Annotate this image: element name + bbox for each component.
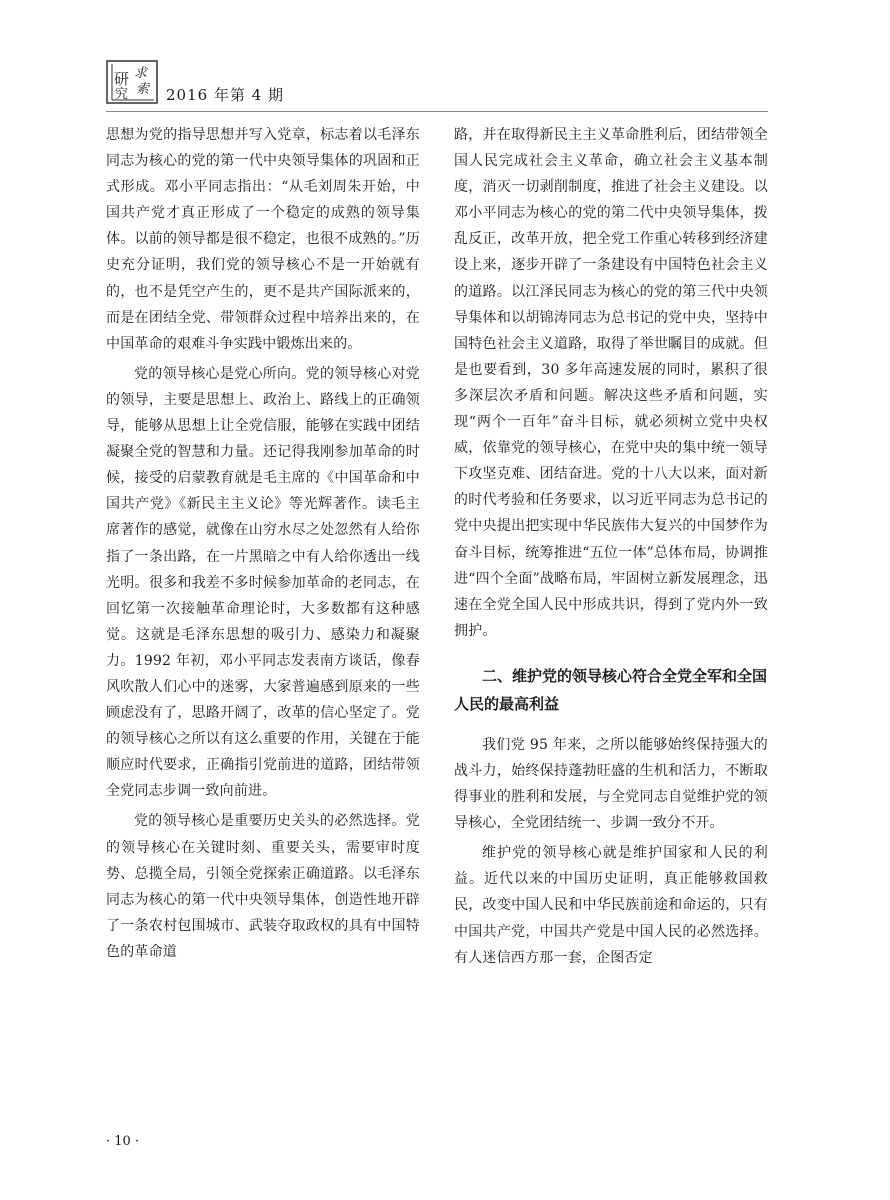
left-column [106,122,420,965]
logo-char-4: 索 [136,82,150,97]
issue-label: 2016 年第 4 期 [166,86,285,104]
paragraph: 我们党 95 年来，之所以能够始终保持强大的战斗力，始终保持蓬勃旺盛的生机和活力，不断取得事业的胜利和发展，与全党同志自觉维护党的领导核心，全党团结统一、步调一致分不开。 [454,736,768,832]
paragraph: 维护党的领导核心就是维护国家和人民的利益。近代以来的中国历史证明，真正能够救国救民，改变中国人民和中华民族前途和命运的，只有中国共产党，中国共产党是中国人民的必然选择。有人迷信西方那一套，企图否定 [454,845,768,966]
logo-char-1: 研 [114,70,130,88]
logo-char-3: 求 [134,66,148,81]
header-rule [106,111,768,112]
paragraph: 思想为党的指导思想并写入党章，标志着以毛泽东同志为核心的党的第一代中央领导集体的巩固和正式形成。邓小平同志指出：“从毛刘周朱开始，中国共产党才真正形成了一个稳定的成熟的领导集体。以前的领导都是很不稳定，也很不成熟的。”历史充分证明，我们党的领导核心不是一开始就有的，也不是凭空产生的，更不是共产国际派来的，而是在团结全党、带领群众过程中培养出来的，在中国革命的艰难斗争实践中锻炼出来的。 [106,127,420,352]
page-number: · 10 · [106,1134,140,1149]
paragraph: 党的领导核心是重要历史关头的必然选择。党的领导核心在关键时刻、重要关头，需要审时度势、总揽全局，引领全党探索正确道路。以毛泽东同志为核心的第一代中央领导集体，创造性地开辟了一条农村包围城市、武装夺取政权的具有中国特色的革命道 [106,813,420,960]
journal-logo [106,60,158,104]
right-column [454,122,768,971]
section-heading: 二、维护党的领导核心符合全党全军和全国人民的最高利益 [454,666,768,713]
paragraph: 党的领导核心是党心所向。党的领导核心对党的领导，主要是思想上、政治上、路线上的正确领导，能够从思想上让全党信服，能够在实践中团结凝聚全党的智慧和力量。还记得我刚参加革命的时候，接受的启蒙教育就是毛主席的《中国革命和中国共产党》《新民主主义论》等光辉著作。读毛主席著作的感觉，就像在山穷水尽之处忽然有人给你指了一条出路，在一片黑暗之中有人给你透出一线光明。很多和我差不多时候参加革命的老同志，在回忆第一次接触革命理论时，大多数都有这种感觉。这就是毛泽东思想的吸引力、感染力和凝聚力。1992 年初，邓小平同志发表南方谈话，像春风吹散人们心中的迷雾，大家普遍感到原来的一些顾虑没有了，思路开阔了，改革的信心坚定了。党的领导核心之所以有这么重要的作用，关键在于能顺应时代要求，正确指引党前进的道路，团结带领全党同志步调一致向前进。 [106,365,420,800]
logo-char-2: 究 [115,87,129,102]
paragraph: 路，并在取得新民主主义革命胜利后，团结带领全国人民完成社会主义革命，确立社会主义基本制度，消灭一切剥削制度，推进了社会主义建设。以邓小平同志为核心的党的第二代中央领导集体，拨乱反正，改革开放，把全党工作重心转移到经济建设上来，逐步开辟了一条建设有中国特色社会主义的道路。以江泽民同志为核心的党的第三代中央领导集体和以胡锦涛同志为总书记的党中央，坚持中国特色社会主义道路，取得了举世瞩目的成就。但是也要看到，30 多年高速发展的同时，累积了很多深层次矛盾和问题。解决这些矛盾和问题，实现“两个一百年”奋斗目标，就必须树立党中央权威，依靠党的领导核心，在党中央的集中统一领导下攻坚克难、团结奋进。党的十八大以来，面对新的时代考验和任务要求，以习近平同志为总书记的党中央提出把实现中华民族伟大复兴的中国梦作为奋斗目标，统筹推进“五位一体”总体布局，协调推进“四个全面”战略布局，牢固树立新发展理念，迅速在全党全国人民中形成共识，得到了党内外一致拥护。 [454,127,768,639]
